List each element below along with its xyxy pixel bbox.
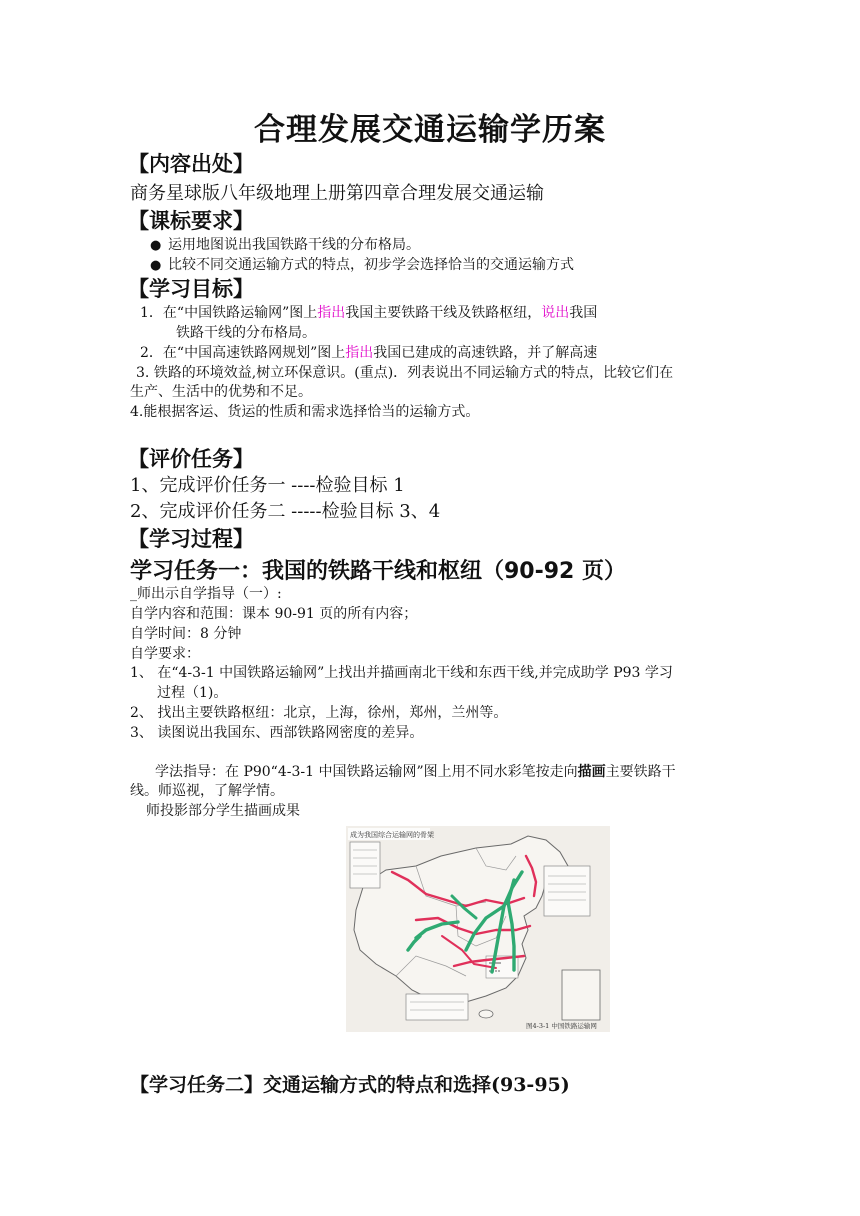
task1-title: 学习任务一：我国的铁路干线和枢纽（90-92 页） — [130, 559, 627, 584]
task1-req2: 2、 找出主要铁路枢纽：北京，上海，徐州，郑州，兰州等。 — [130, 705, 508, 721]
objective-1: 1．在“中国铁路运输网”图上指出我国主要铁路干线及铁路枢纽，说出我国 — [140, 305, 598, 321]
bullet-icon: ● — [150, 238, 162, 253]
task1-req1-line2: 过程（1)。 — [157, 685, 228, 701]
heading-process: 【学习过程】 — [128, 527, 254, 551]
method-guide-line2: 线。师巡视，了解学情。 — [130, 783, 284, 799]
evaluation-item: 1、完成评价任务一 ----检验目标 1 — [130, 475, 405, 496]
page-title: 合理发展交通运输学历案 — [254, 112, 606, 148]
evaluation-item: 2、完成评价任务二 -----检验目标 3、4 — [130, 501, 441, 522]
objective-1-line2: 铁路干线的分布格局。 — [176, 325, 316, 341]
curriculum-item: ● 运用地图说出我国铁路干线的分布格局。 — [150, 237, 420, 253]
method-guide: 学法指导：在 P90“4-3-1 中国铁路运输网”图上用不同水彩笔按走向描画主要铁路干 — [155, 764, 676, 780]
teacher-note: 师投影部分学生描画成果 — [146, 803, 300, 819]
task2-title: 【学习任务二】交通运输方式的特点和选择(93-95) — [130, 1074, 570, 1096]
map-header: 成为我国综合运输网的骨架 — [350, 831, 434, 839]
heading-content-source: 【内容出处】 — [128, 152, 254, 176]
task1-line: 自学要求： — [130, 646, 200, 662]
objective-4: 4.能根据客运、货运的性质和需求选择恰当的运输方式。 — [130, 404, 480, 420]
bullet-icon: ● — [150, 258, 162, 273]
content-source-text: 商务星球版八年级地理上册第四章合理发展交通运输 — [130, 183, 544, 204]
task1-line: 自学内容和范围：课本 90-91 页的所有内容； — [130, 606, 418, 622]
railway-map-photo — [346, 826, 610, 1032]
map-caption: 图4-3-1 中国铁路运输网 — [526, 1022, 597, 1030]
objective-3-line2: 生产、生活中的优势和不足。 — [130, 384, 312, 400]
heading-objectives: 【学习目标】 — [128, 277, 254, 301]
task1-line: 自学时间：8 分钟 — [130, 626, 242, 642]
objective-3: 3. 铁路的环境效益,树立环保意识。(重点)．列表说出不同运输方式的特点，比较它们在 — [136, 365, 674, 381]
heading-evaluation: 【评价任务】 — [128, 447, 254, 471]
task1-line: _师出示自学指导（一）: — [130, 586, 282, 602]
task1-req3: 3、 读图说出我国东、西部铁路网密度的差异。 — [130, 725, 424, 741]
objective-2: 2．在“中国高速铁路网规划”图上指出我国已建成的高速铁路，并了解高速 — [140, 345, 598, 361]
task1-req1: 1、 在“4-3-1 中国铁路运输网”上找出并描画南北干线和东西干线,并完成助学 P93 学习 — [130, 665, 673, 681]
heading-curriculum: 【课标要求】 — [128, 209, 254, 233]
curriculum-item: ● 比较不同交通运输方式的特点，初步学会选择恰当的交通运输方式 — [150, 257, 574, 273]
